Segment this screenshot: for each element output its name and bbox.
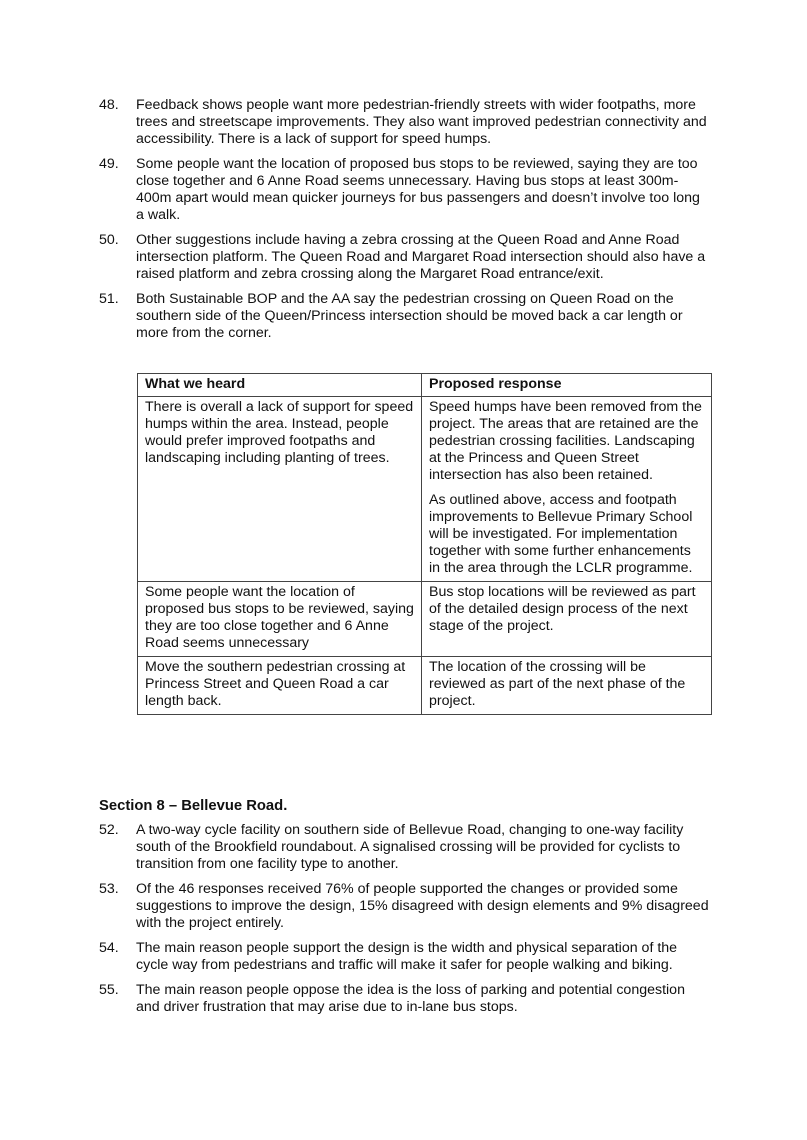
- paragraph-number: 49.: [99, 156, 119, 172]
- response-paragraph: As outlined above, access and footpath improvements to Bellevue Primary School will be investigated. For implementation together with some further enhancements in the area through the LCLR programme.: [429, 492, 693, 576]
- table-row: [138, 397, 712, 582]
- table-cell-response: [422, 582, 712, 657]
- paragraph-50: [0, 232, 807, 283]
- paragraph-number: 52.: [99, 822, 119, 838]
- feedback-response-table: [137, 373, 712, 715]
- paragraph-55: [0, 982, 807, 1016]
- numbered-paragraphs-top: [0, 97, 807, 350]
- paragraph-53: [0, 881, 807, 932]
- table-cell-heard: There is overall a lack of support for speed humps within the area. Instead, people would prefer improved footpaths and landscaping including planting of trees.: [138, 397, 422, 582]
- paragraph-number: 51.: [99, 291, 119, 307]
- paragraph-text: Some people want the location of proposed bus stops to be reviewed, saying they are too close together and 6 Anne Road seems unnecessary. Having bus stops at least 300m-400m apart would mean quicker journeys for bus passengers and doesn’t involve too long a walk.: [136, 156, 700, 223]
- paragraph-number: 53.: [99, 881, 119, 897]
- response-paragraph: The location of the crossing will be reviewed as part of the next phase of the project.: [429, 659, 686, 709]
- column-header-what-we-heard: What we heard: [138, 374, 422, 397]
- response-paragraph: Bus stop locations will be reviewed as part of the detailed design process of the next stage of the project.: [429, 584, 696, 634]
- paragraph-54: [0, 940, 807, 974]
- paragraph-number: 50.: [99, 232, 119, 248]
- paragraph-text: The main reason people support the design is the width and physical separation of the cycle way from pedestrians and traffic will make it safer for people walking and biking.: [136, 940, 678, 973]
- paragraph-text: Feedback shows people want more pedestrian-friendly streets with wider footpaths, more trees and streetscape improvements. They also want improved pedestrian connectivity and accessibility. There is a lack of support for speed humps.: [136, 97, 707, 147]
- paragraph-text: Both Sustainable BOP and the AA say the pedestrian crossing on Queen Road on the southern side of the Queen/Princess intersection should be moved back a car length or more from the corner.: [136, 291, 683, 341]
- response-paragraph: Speed humps have been removed from the project. The areas that are retained are the pedestrian crossing facilities. Landscaping at the Princess and Queen Street intersection has also been retained.: [429, 399, 702, 483]
- table-header-row: [138, 374, 712, 397]
- table-cell-heard: Some people want the location of proposed bus stops to be reviewed, saying they are too close together and 6 Anne Road seems unnecessary: [138, 582, 422, 657]
- table-cell-response: [422, 657, 712, 715]
- paragraph-text: A two-way cycle facility on southern side of Bellevue Road, changing to one-way facility south of the Brookfield roundabout. A signalised crossing will be provided for cyclists to transition from one facility type to another.: [136, 822, 684, 872]
- paragraph-52: [0, 822, 807, 873]
- paragraph-text: The main reason people oppose the idea is the loss of parking and potential congestion and driver frustration that may arise due to in-lane bus stops.: [136, 982, 685, 1015]
- table-cell-response: [422, 397, 712, 582]
- table-row: [138, 582, 712, 657]
- paragraph-number: 55.: [99, 982, 119, 998]
- paragraph-number: 54.: [99, 940, 119, 956]
- numbered-paragraphs-bottom: [0, 822, 807, 1024]
- paragraph-text: Of the 46 responses received 76% of people supported the changes or provided some suggestions to improve the design, 15% disagreed with design elements and 9% disagreed with the project entirely.: [136, 881, 709, 931]
- paragraph-51: [0, 291, 807, 342]
- column-header-proposed-response: Proposed response: [422, 374, 712, 397]
- paragraph-48: [0, 97, 807, 148]
- paragraph-text: Other suggestions include having a zebra crossing at the Queen Road and Anne Road intersection platform. The Queen Road and Margaret Road intersection should also have a raised platform and zebra crossing along the Margaret Road entrance/exit.: [136, 232, 706, 282]
- table-row: [138, 657, 712, 715]
- paragraph-number: 48.: [99, 97, 119, 113]
- table-cell-heard: Move the southern pedestrian crossing at Princess Street and Queen Road a car length back.: [138, 657, 422, 715]
- paragraph-49: [0, 156, 807, 224]
- section-heading: Section 8 – Bellevue Road.: [99, 798, 288, 814]
